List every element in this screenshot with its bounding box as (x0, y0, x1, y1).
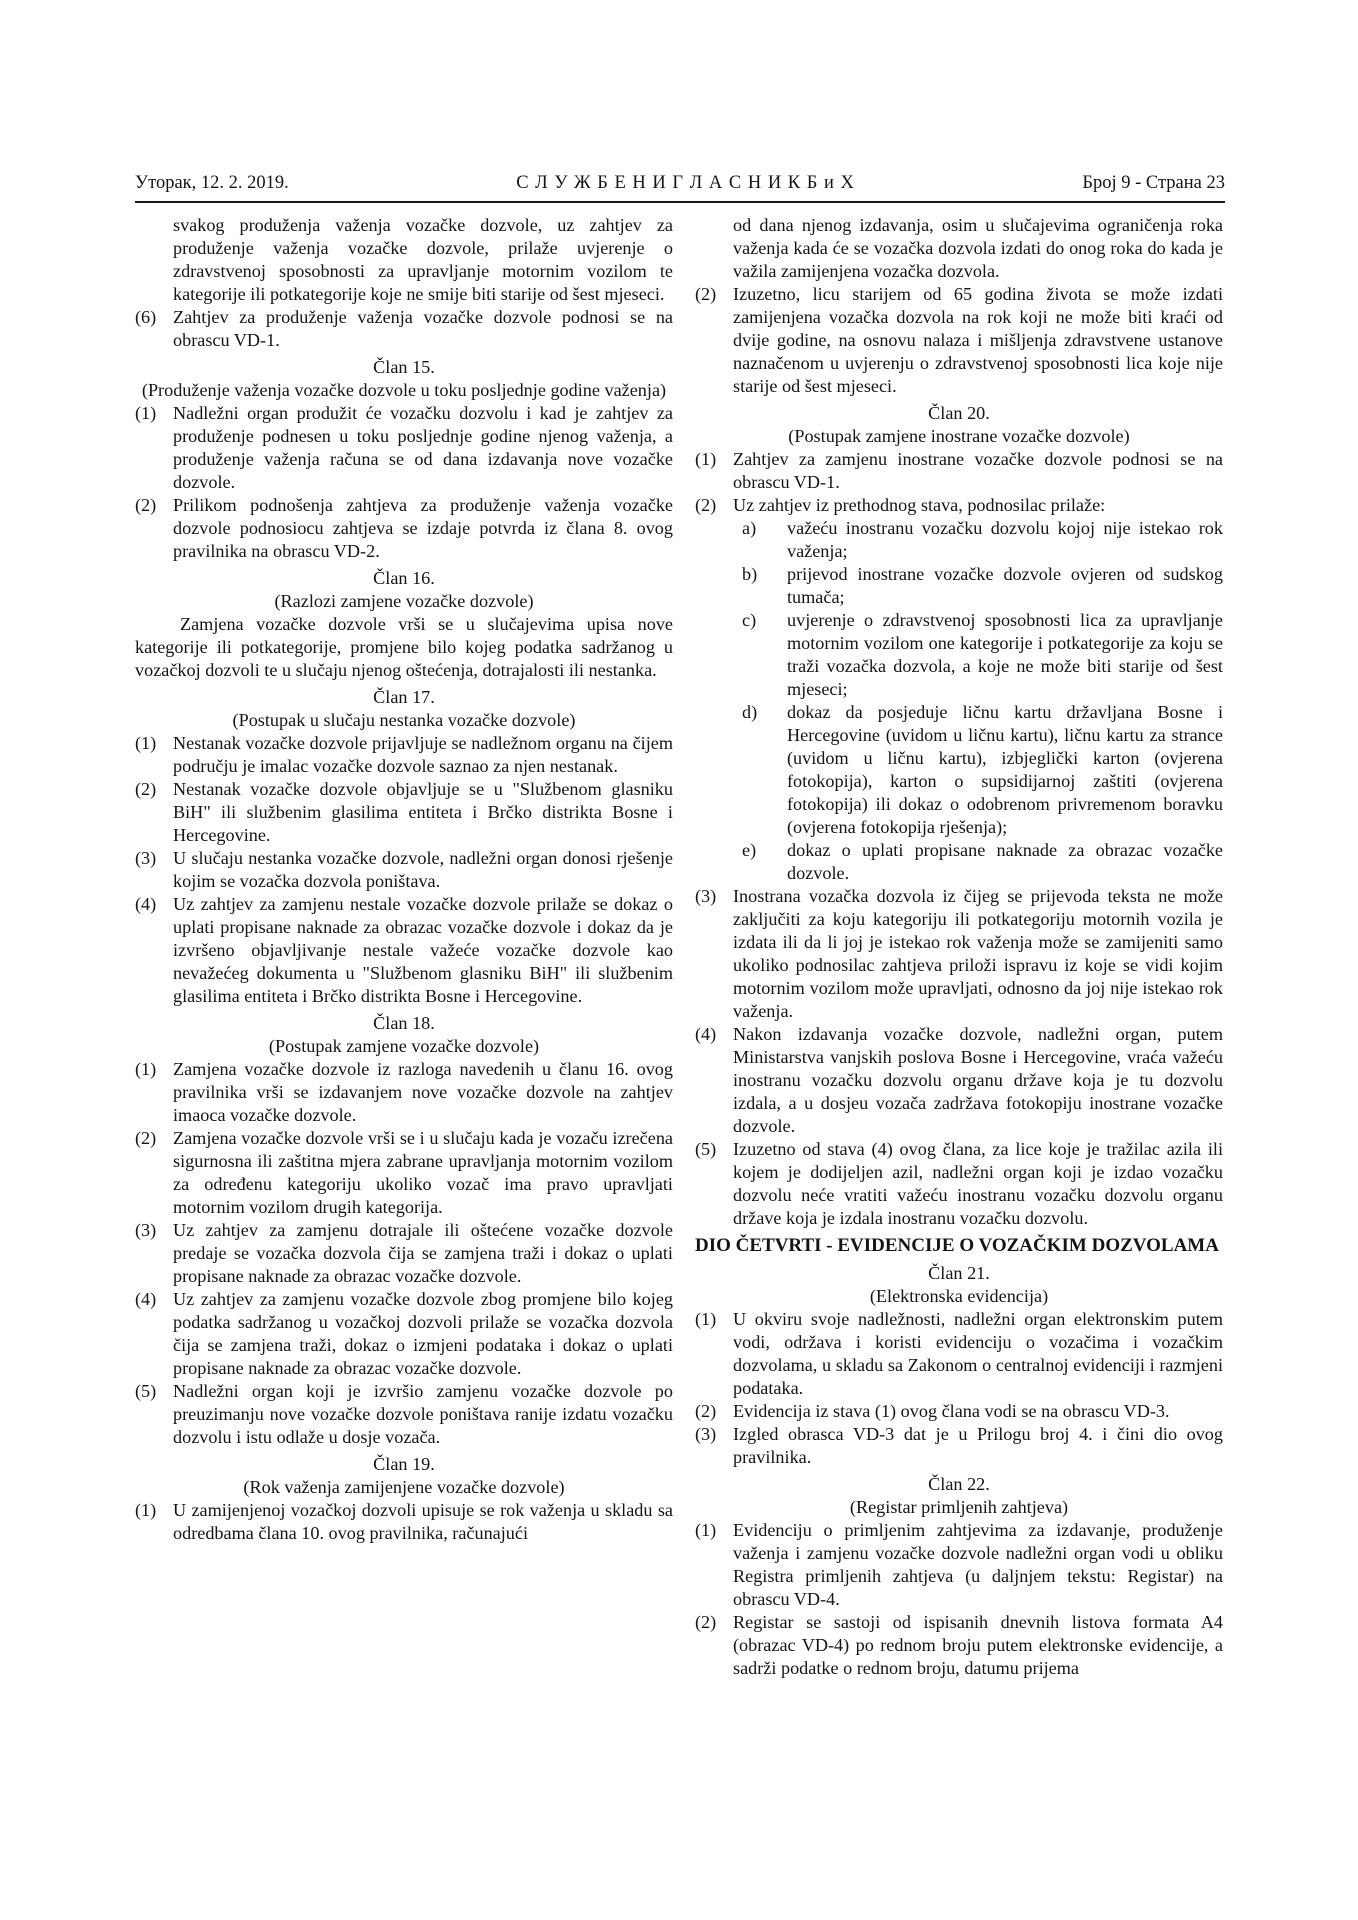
list-item-text: Nakon izdavanja vozačke dozvole, nadležni organ, putem Ministarstva vanjskih poslova Bosne i Hercegovine, vraća važeću inostranu vozačku dozvolu organu države koja je tu dozvolu izdala, a u dosjeu vozača zadržava fotokopiju inostrane vozačke dozvole. (733, 1024, 1223, 1136)
header-rule (135, 201, 1225, 203)
list-item (695, 885, 1223, 1023)
list-item-number: (2) (695, 284, 717, 304)
list-item (135, 306, 673, 352)
list-item-text: Zamjena vozačke dozvole vrši se i u slučaju kada je vozaču izrečena sigurnosna ili zaštitna mjera zabrane upravljanja motornim vozilom za određenu kategoriju ukoliko vozač ima pravo upravljati motornim vozilom drugih kategorija. (173, 1128, 673, 1217)
list-item-number: (4) (695, 1024, 717, 1044)
sub-list-item-letter: d) (742, 702, 758, 722)
article-heading: Član 22. (928, 1474, 990, 1494)
list-item-number: (1) (135, 403, 157, 423)
list-item (135, 778, 673, 847)
list-item-number: (5) (135, 1381, 157, 1401)
sub-list-item-text: važeću inostranu vozačku dozvolu kojoj nije istekao rok važenja; (787, 518, 1223, 561)
list-item (695, 1138, 1223, 1230)
list-item (695, 1023, 1223, 1138)
sub-list-item (695, 563, 1223, 609)
article-heading: Član 20. (928, 403, 990, 423)
continuation-paragraph: od dana njenog izdavanja, osim u slučajevima ograničenja roka važenja kada će se vozačka dozvola izdati do onog roka do kada je važila zamijenjena vozačka dozvola. (733, 215, 1223, 281)
list-item-text: Uz zahtjev iz prethodnog stava, podnosilac prilaže: (733, 495, 1106, 515)
list-item (135, 1499, 673, 1545)
list-item (135, 1288, 673, 1380)
list-item-text: Evidenciju o primljenim zahtjevima za izdavanje, produženje važenja i zamjenu vozačke dozvole nadležni organ vodi u obliku Registra primljenih zahtjeva (u daljnjem tekstu: Registar) na obrascu VD-4. (733, 1520, 1223, 1609)
list-item-text: Nadležni organ koji je izvršio zamjenu vozačke dozvole po preuzimanju nove vozačke dozvole poništava ranije izdatu vozačku dozvolu i istu odlaže u dosje vozača. (173, 1381, 673, 1447)
list-item (695, 1400, 1223, 1423)
article-heading: Član 17. (373, 687, 435, 707)
list-item-number: (2) (695, 495, 717, 515)
article-subheading: (Postupak zamjene inostrane vozačke dozvole) (788, 426, 1130, 446)
sub-list-item-letter: c) (742, 610, 757, 630)
section-heading: DIO ČETVRTI - EVIDENCIJE O VOZAČKIM DOZVOLAMA (695, 1235, 1219, 1256)
list-item-number: (6) (135, 307, 157, 327)
header-date: Уторак, 12. 2. 2019. (135, 173, 289, 193)
list-item (135, 494, 673, 563)
article-subheading: (Registar primljenih zahtjeva) (849, 1497, 1069, 1517)
list-item-number: (3) (135, 1220, 157, 1240)
list-item-number: (2) (695, 1612, 717, 1632)
list-item-number: (1) (695, 1520, 717, 1540)
list-item-number: (1) (695, 1309, 717, 1329)
list-item-text: Uz zahtjev za zamjenu nestale vozačke dozvole prilaže se dokaz o uplati propisane naknade za obrazac vozačke dozvole i dokaz da je izvršeno objavljivanje nestale važeće vozačke dozvole kao nevažećeg dokumenta u "Službenom glasniku BiH" ili službenim glasilima entiteta i Brčko distrikta Bosne i Hercegovine. (173, 894, 673, 1006)
article-heading: Član 21. (928, 1263, 990, 1283)
list-item (695, 1519, 1223, 1611)
list-item-text: Zahtjev za produženje važenja vozačke dozvole podnosi se na obrascu VD-1. (173, 307, 673, 350)
sub-list-item (695, 839, 1223, 885)
list-item-number: (4) (135, 894, 157, 914)
sub-list-item (695, 609, 1223, 701)
list-item-text: Izuzetno od stava (4) ovog člana, za lice koje je tražilac azila ili kojem je dodijeljen azil, nadležni organ koji je izdao vozačku dozvolu neće vratiti važeću inostranu vozačku dozvolu organu države koja je izdala inostranu vozačku dozvolu. (733, 1139, 1223, 1228)
sub-list-item-text: dokaz o uplati propisane naknade za obrazac vozačke dozvole. (787, 840, 1223, 883)
sub-list-item-text: prijevod inostrane vozačke dozvole ovjeren od sudskog tumača; (787, 564, 1223, 607)
list-item-text: Uz zahtjev za zamjenu vozačke dozvole zbog promjene bilo kojeg podatka sadržanog u vozačkoj dozvoli prilaže se vozačka dozvola čija se zamjena traži, dokaz o izmjeni podataka i dokaz o uplati propisane naknade za obrazac vozačke dozvole. (173, 1289, 673, 1378)
article-subheading: (Elektronska evidencija) (869, 1286, 1049, 1306)
sub-list-item-letter: b) (742, 564, 758, 584)
list-item (135, 1127, 673, 1219)
list-item (135, 402, 673, 494)
text-columns (135, 214, 1225, 1680)
list-item (135, 1219, 673, 1288)
list-item-number: (5) (695, 1139, 717, 1159)
header-title: С Л У Ж Б Е Н И Г Л А С Н И К Б и Х (516, 173, 855, 193)
right-column (695, 214, 1223, 1680)
list-item-number: (2) (135, 495, 157, 515)
list-item-number: (2) (135, 779, 157, 799)
header-issue-page: Број 9 - Страна 23 (1082, 173, 1225, 193)
list-item (135, 1058, 673, 1127)
list-item (695, 1308, 1223, 1400)
page-header (135, 172, 1225, 194)
list-item-text: Zamjena vozačke dozvole iz razloga navedenih u članu 16. ovog pravilnika vrši se izdavanjem nove vozačke dozvole na zahtjev imaoca vozačke dozvole. (173, 1059, 673, 1125)
sub-list-item-letter: a) (742, 518, 757, 538)
list-item (135, 732, 673, 778)
list-item-text: Registar se sastoji od ispisanih dnevnih listova formata A4 (obrazac VD-4) po rednom broju putem elektronske evidencije, a sadrži podatke o rednom broju, datumu prijema (733, 1612, 1223, 1678)
article-subheading: (Razlozi zamjene vozačke dozvole) (274, 591, 534, 611)
sub-list-item-text: dokaz da posjeduje ličnu kartu državljana Bosne i Hercegovine (uvidom u ličnu kartu), ličnu kartu za strance (uvidom u ličnu kartu), izbjeglički karton (ovjerena fotokopija), karton o supsidijarnoj zaštiti (ovjerena fotokopija) ili dokaz o odobrenom privremenom boravku (ovjerena fotokopija rješenja); (787, 702, 1223, 837)
list-item (695, 494, 1223, 517)
article-subheading: (Produženje važenja vozačke dozvole u toku posljednje godine važenja) (141, 380, 667, 400)
list-item-text: Zahtjev za zamjenu inostrane vozačke dozvole podnosi se na obrascu VD-1. (733, 449, 1223, 492)
list-item-number: (1) (695, 449, 717, 469)
sub-list-item (695, 701, 1223, 839)
list-item-number: (3) (695, 886, 717, 906)
paragraph: Zamjena vozačke dozvole vrši se u slučajevima upisa nove kategorije ili potkategorije, promjene bilo kojeg podatka sadržanog u vozačkoj dozvoli te u slučaju njenog oštećenja, dotrajalosti ili nestanka. (135, 614, 673, 680)
list-item (135, 1380, 673, 1449)
list-item-text: Izgled obrasca VD-3 dat je u Prilogu broj 4. i čini dio ovog pravilnika. (733, 1424, 1223, 1467)
list-item-number: (3) (135, 848, 157, 868)
article-subheading: (Postupak zamjene vozačke dozvole) (268, 1036, 540, 1056)
article-heading: Član 19. (373, 1454, 435, 1474)
list-item-text: U okviru svoje nadležnosti, nadležni organ elektronskim putem vodi, održava i koristi evidenciju o vozačima i vozačkim dozvolama, u skladu sa Zakonom o centralnoj evidenciji i razmjeni podataka. (733, 1309, 1223, 1398)
list-item-number: (4) (135, 1289, 157, 1309)
sub-list-item-letter: e) (742, 840, 757, 860)
article-subheading: (Postupak u slučaju nestanka vozačke dozvole) (232, 710, 576, 730)
article-heading: Član 16. (373, 568, 435, 588)
list-item-number: (1) (135, 1500, 157, 1520)
article-subheading: (Rok važenja zamijenjene vozačke dozvole) (243, 1477, 565, 1497)
article-heading: Član 18. (373, 1013, 435, 1033)
list-item-text: Prilikom podnošenja zahtjeva za produženje važenja vozačke dozvole podnosiocu zahtjeva se izdaje potvrda iz člana 8. ovog pravilnika na obrascu VD-2. (173, 495, 673, 561)
list-item-text: Izuzetno, licu starijem od 65 godina života se može izdati zamijenjena vozačka dozvola na rok koji ne može biti kraći od dvije godine, na osnovu nalaza i mišljenja zdravstvene ustanove naznačenom u uvjerenju o zdravstvenoj sposobnosti lica koje nije starije od šest mjeseci. (733, 284, 1223, 396)
list-item-number: (3) (695, 1424, 717, 1444)
article-heading: Član 15. (373, 357, 435, 377)
continuation-paragraph: svakog produženja važenja vozačke dozvole, uz zahtjev za produženje važenja vozačke dozvole, prilaže uvjerenje o zdravstvenoj sposobnosti za upravljanje motornim vozilom te kategorije ili potkategorije koje ne smije biti starije od šest mjeseci. (173, 215, 673, 304)
list-item-text: Nestanak vozačke dozvole objavljuje se u "Službenom glasniku BiH" ili službenim glasilima entiteta i Brčko distrikta Bosne i Hercegovine. (173, 779, 673, 845)
left-column (135, 214, 673, 1680)
list-item (695, 1611, 1223, 1680)
list-item (695, 448, 1223, 494)
list-item-text: Nadležni organ produžit će vozačku dozvolu i kad je zahtjev za produženje podnesen u toku posljednje godine njenog važenja, a produženje važenja računa se od dana izdavanja nove vozačke dozvole. (173, 403, 673, 492)
list-item-text: Evidencija iz stava (1) ovog člana vodi se na obrascu VD-3. (733, 1401, 1170, 1421)
list-item-text: Nestanak vozačke dozvole prijavljuje se nadležnom organu na čijem području je imalac vozačke dozvole saznao za njen nestanak. (173, 733, 673, 776)
list-item (695, 283, 1223, 398)
list-item-number: (2) (695, 1401, 717, 1421)
sub-list-item-text: uvjerenje o zdravstvenoj sposobnosti lica za upravljanje motornim vozilom one kategorije i potkategorije za koju se traži vozačka dozvola, a koje ne može biti starije od šest mjeseci; (787, 610, 1223, 699)
list-item-text: U zamijenjenoj vozačkoj dozvoli upisuje se rok važenja u skladu sa odredbama člana 10. ovog pravilnika, računajući (173, 1500, 673, 1543)
list-item-text: Uz zahtjev za zamjenu dotrajale ili oštećene vozačke dozvole predaje se vozačka dozvola čija se zamjena traži i dokaz o uplati propisane naknade za obrazac vozačke dozvole. (173, 1220, 673, 1286)
list-item-number: (1) (135, 1059, 157, 1079)
list-item (135, 847, 673, 893)
list-item-number: (2) (135, 1128, 157, 1148)
list-item-text: U slučaju nestanka vozačke dozvole, nadležni organ donosi rješenje kojim se vozačka dozvola poništava. (173, 848, 673, 891)
list-item-number: (1) (135, 733, 157, 753)
list-item (695, 1423, 1223, 1469)
list-item-text: Inostrana vozačka dozvola iz čijeg se prijevoda teksta ne može zaključiti za koju kategoriju ili potkategoriju motornih vozila je izdata ili da li joj je istekao rok važenja može se zamijeniti samo ukoliko podnosilac zahtjeva priloži ispravu iz koje se vidi kojim motornim vozilom može upravljati, odnosno da joj nije istekao rok važenja. (733, 886, 1223, 1021)
list-item (135, 893, 673, 1008)
sub-list-item (695, 517, 1223, 563)
